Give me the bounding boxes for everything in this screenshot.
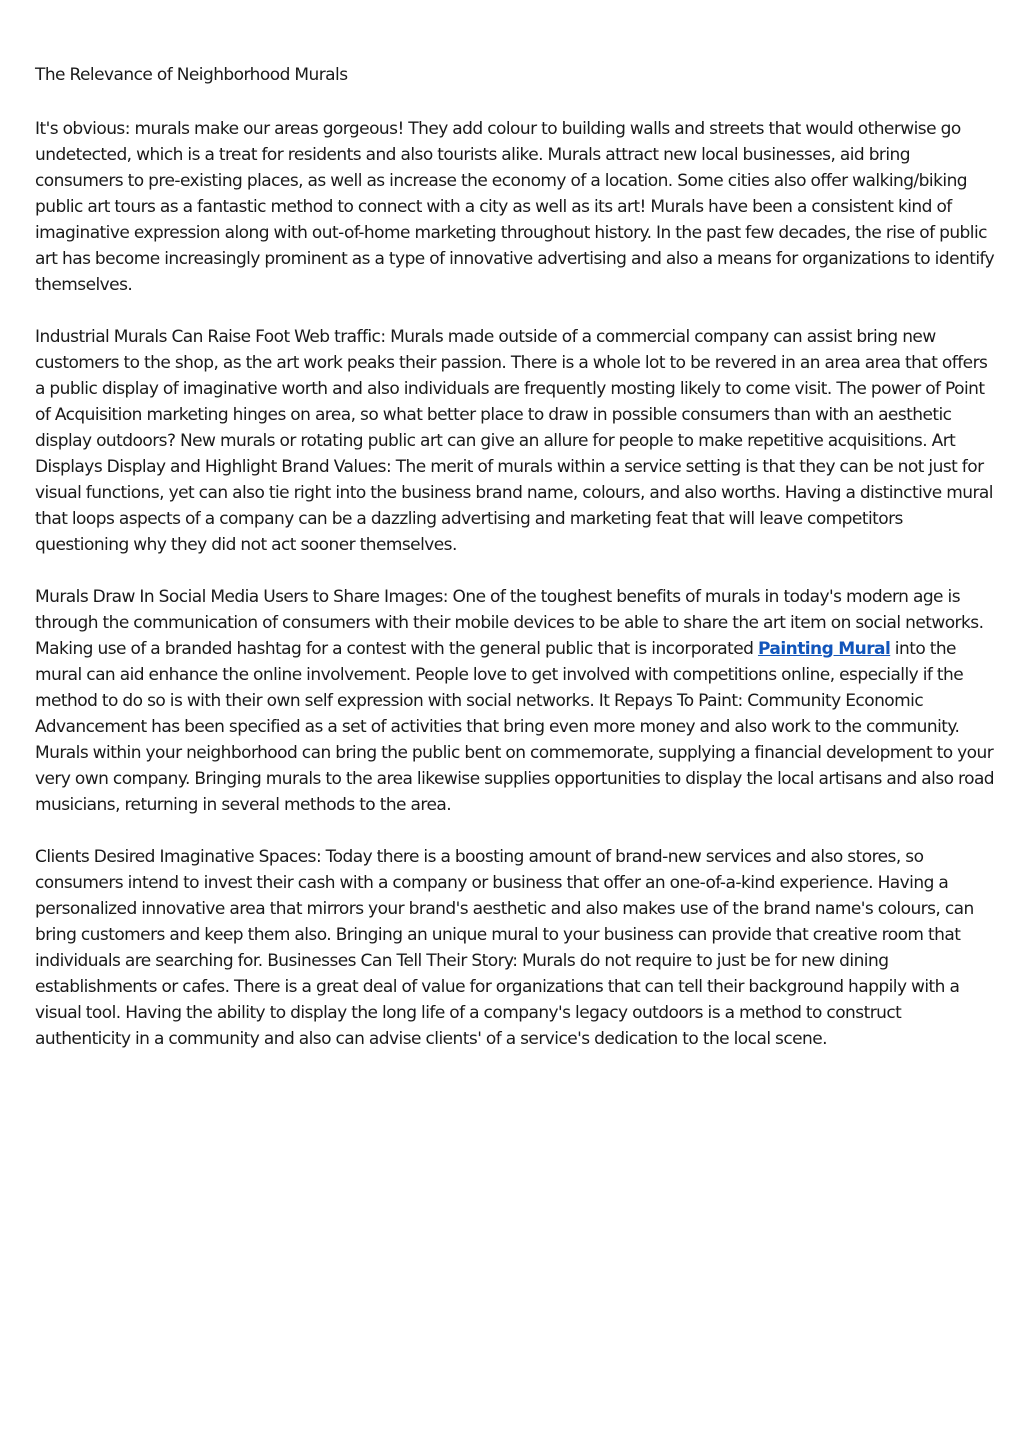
paragraph-creative-spaces: Clients Desired Imaginative Spaces: Today there is a boosting amount of brand-new services and also stores, so consumers intend to invest their cash with a company or business that offer an one-of-a-kind experience. Having a personalized innovative area that mirrors your brand's aesthetic and also makes use of the brand name's colours, can bring customers and keep them also. Bringing an unique mural to your business can provide that creative room that individuals are searching for. Businesses Can Tell Their Story: Murals do not require to just be for new dining establishments or cafes. There is a great deal of value for organizations that can tell their background happily with a visual tool. Having the ability to display the long life of a company's legacy outdoors is a method to construct authenticity in a community and also can advise clients' of a service's dedication to the local scene. — [35, 847, 974, 1049]
painting-mural-link[interactable]: Painting Mural — [757, 639, 891, 659]
paragraph-foot-traffic: Industrial Murals Can Raise Foot Web traffic: Murals made outside of a commercial company can assist bring new customers to the shop, as the art work peaks their passion. There is a whole lot to be revered in an area area that offers a public display of imaginative worth and also individuals are frequently mosting likely to come visit. The power of Point of Acquisition marketing hinges on area, so what better place to draw in possible consumers than with an aesthetic display outdoors? New murals or rotating public art can give an allure for people to make repetitive acquisitions. Art Displays Display and Highlight Brand Values: The merit of murals within a service setting is that they can be not just for visual functions, yet can also tie right into the business brand name, colours, and also worths. Having a distinctive mural that loops aspects of a company can be a dazzling advertising and marketing feat that will leave competitors questioning why they did not act sooner themselves. — [35, 327, 993, 555]
paragraph-social-media — [35, 584, 995, 818]
document-page — [35, 62, 995, 1078]
paragraph-intro: It's obvious: murals make our areas gorgeous! They add colour to building walls and streets that would otherwise go undetected, which is a treat for residents and also tourists alike. Murals attract new local businesses, aid bring consumers to pre-existing places, as well as increase the economy of a location. Some cities also offer walking/biking public art tours as a fantastic method to connect with a city as well as its art! Murals have been a consistent kind of imaginative expression along with out-of-home marketing throughout history. In the past few decades, the rise of public art has become increasingly prominent as a type of innovative advertising and also a means for organizations to identify themselves. — [35, 119, 995, 295]
document-title: The Relevance of Neighborhood Murals — [35, 65, 348, 85]
paragraph-text-before-link: Murals Draw In Social Media Users to Share Images: One of the toughest benefits of murals in today's modern age is through the communication of consumers with their mobile devices to be able to share the art item on social networks. Making use of a branded hashtag for a contest with the general public that is incorporated — [35, 587, 984, 659]
paragraph-text-after-link: into the mural can aid enhance the online involvement. People love to get involved with competitions online, especially if the method to do so is with their own self expression with social networks. It Repays To Paint: Community Economic Advancement has been specified as a set of activities that bring even more money and also work to the community. Murals within your neighborhood can bring the public bent on commemorate, supplying a financial development to your very own company. Bringing murals to the area likewise supplies opportunities to display the local artisans and also road musicians, returning in several methods to the area. — [35, 639, 995, 815]
